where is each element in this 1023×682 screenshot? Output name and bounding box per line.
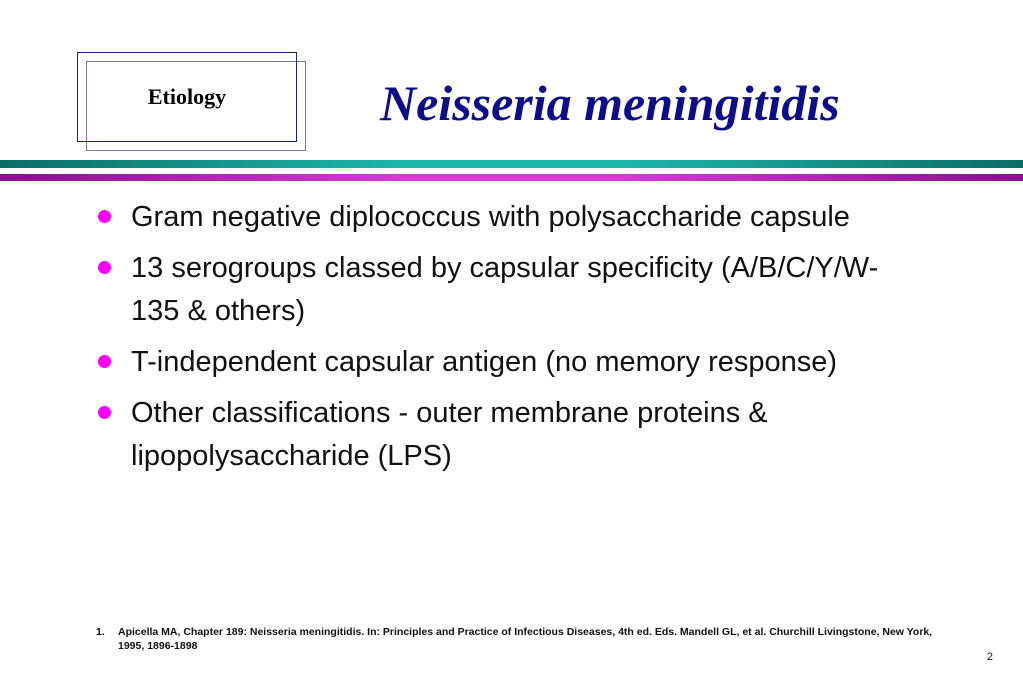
bullet-list (96, 196, 916, 486)
bullet-text: T-independent capsular antigen (no memory response) (131, 346, 838, 378)
bullet-item (96, 341, 916, 384)
magenta-divider (0, 174, 1023, 181)
footnote-number: 1. (96, 626, 105, 638)
bullet-dot-icon (98, 355, 111, 368)
slide-title: Neisseria meningitidis (380, 75, 840, 131)
bullet-item (96, 247, 916, 333)
bullet-dot-icon (98, 261, 111, 274)
bullet-item (96, 392, 916, 478)
teal-divider (0, 160, 1023, 168)
footnote-text: Apicella MA, Chapter 189: Neisseria meningitidis. In: Principles and Practice of Infectious Diseases, 4th ed. Eds. Mandell GL, et al. Churchill Livingstone, New York, 1995, 1896-1898 (118, 626, 933, 652)
bullet-text: 13 serogroups classed by capsular specificity (A/B/C/Y/W-135 & others) (131, 252, 879, 327)
bullet-text: Gram negative diplococcus with polysaccharide capsule (131, 201, 850, 233)
section-label: Etiology (147, 84, 227, 109)
bullet-item (96, 196, 916, 239)
bullet-dot-icon (98, 406, 111, 419)
footnote (96, 625, 956, 653)
page-number: 2 (986, 651, 993, 663)
bullet-dot-icon (98, 210, 111, 223)
bullet-text: Other classifications - outer membrane proteins & lipopolysaccharide (LPS) (131, 397, 768, 472)
